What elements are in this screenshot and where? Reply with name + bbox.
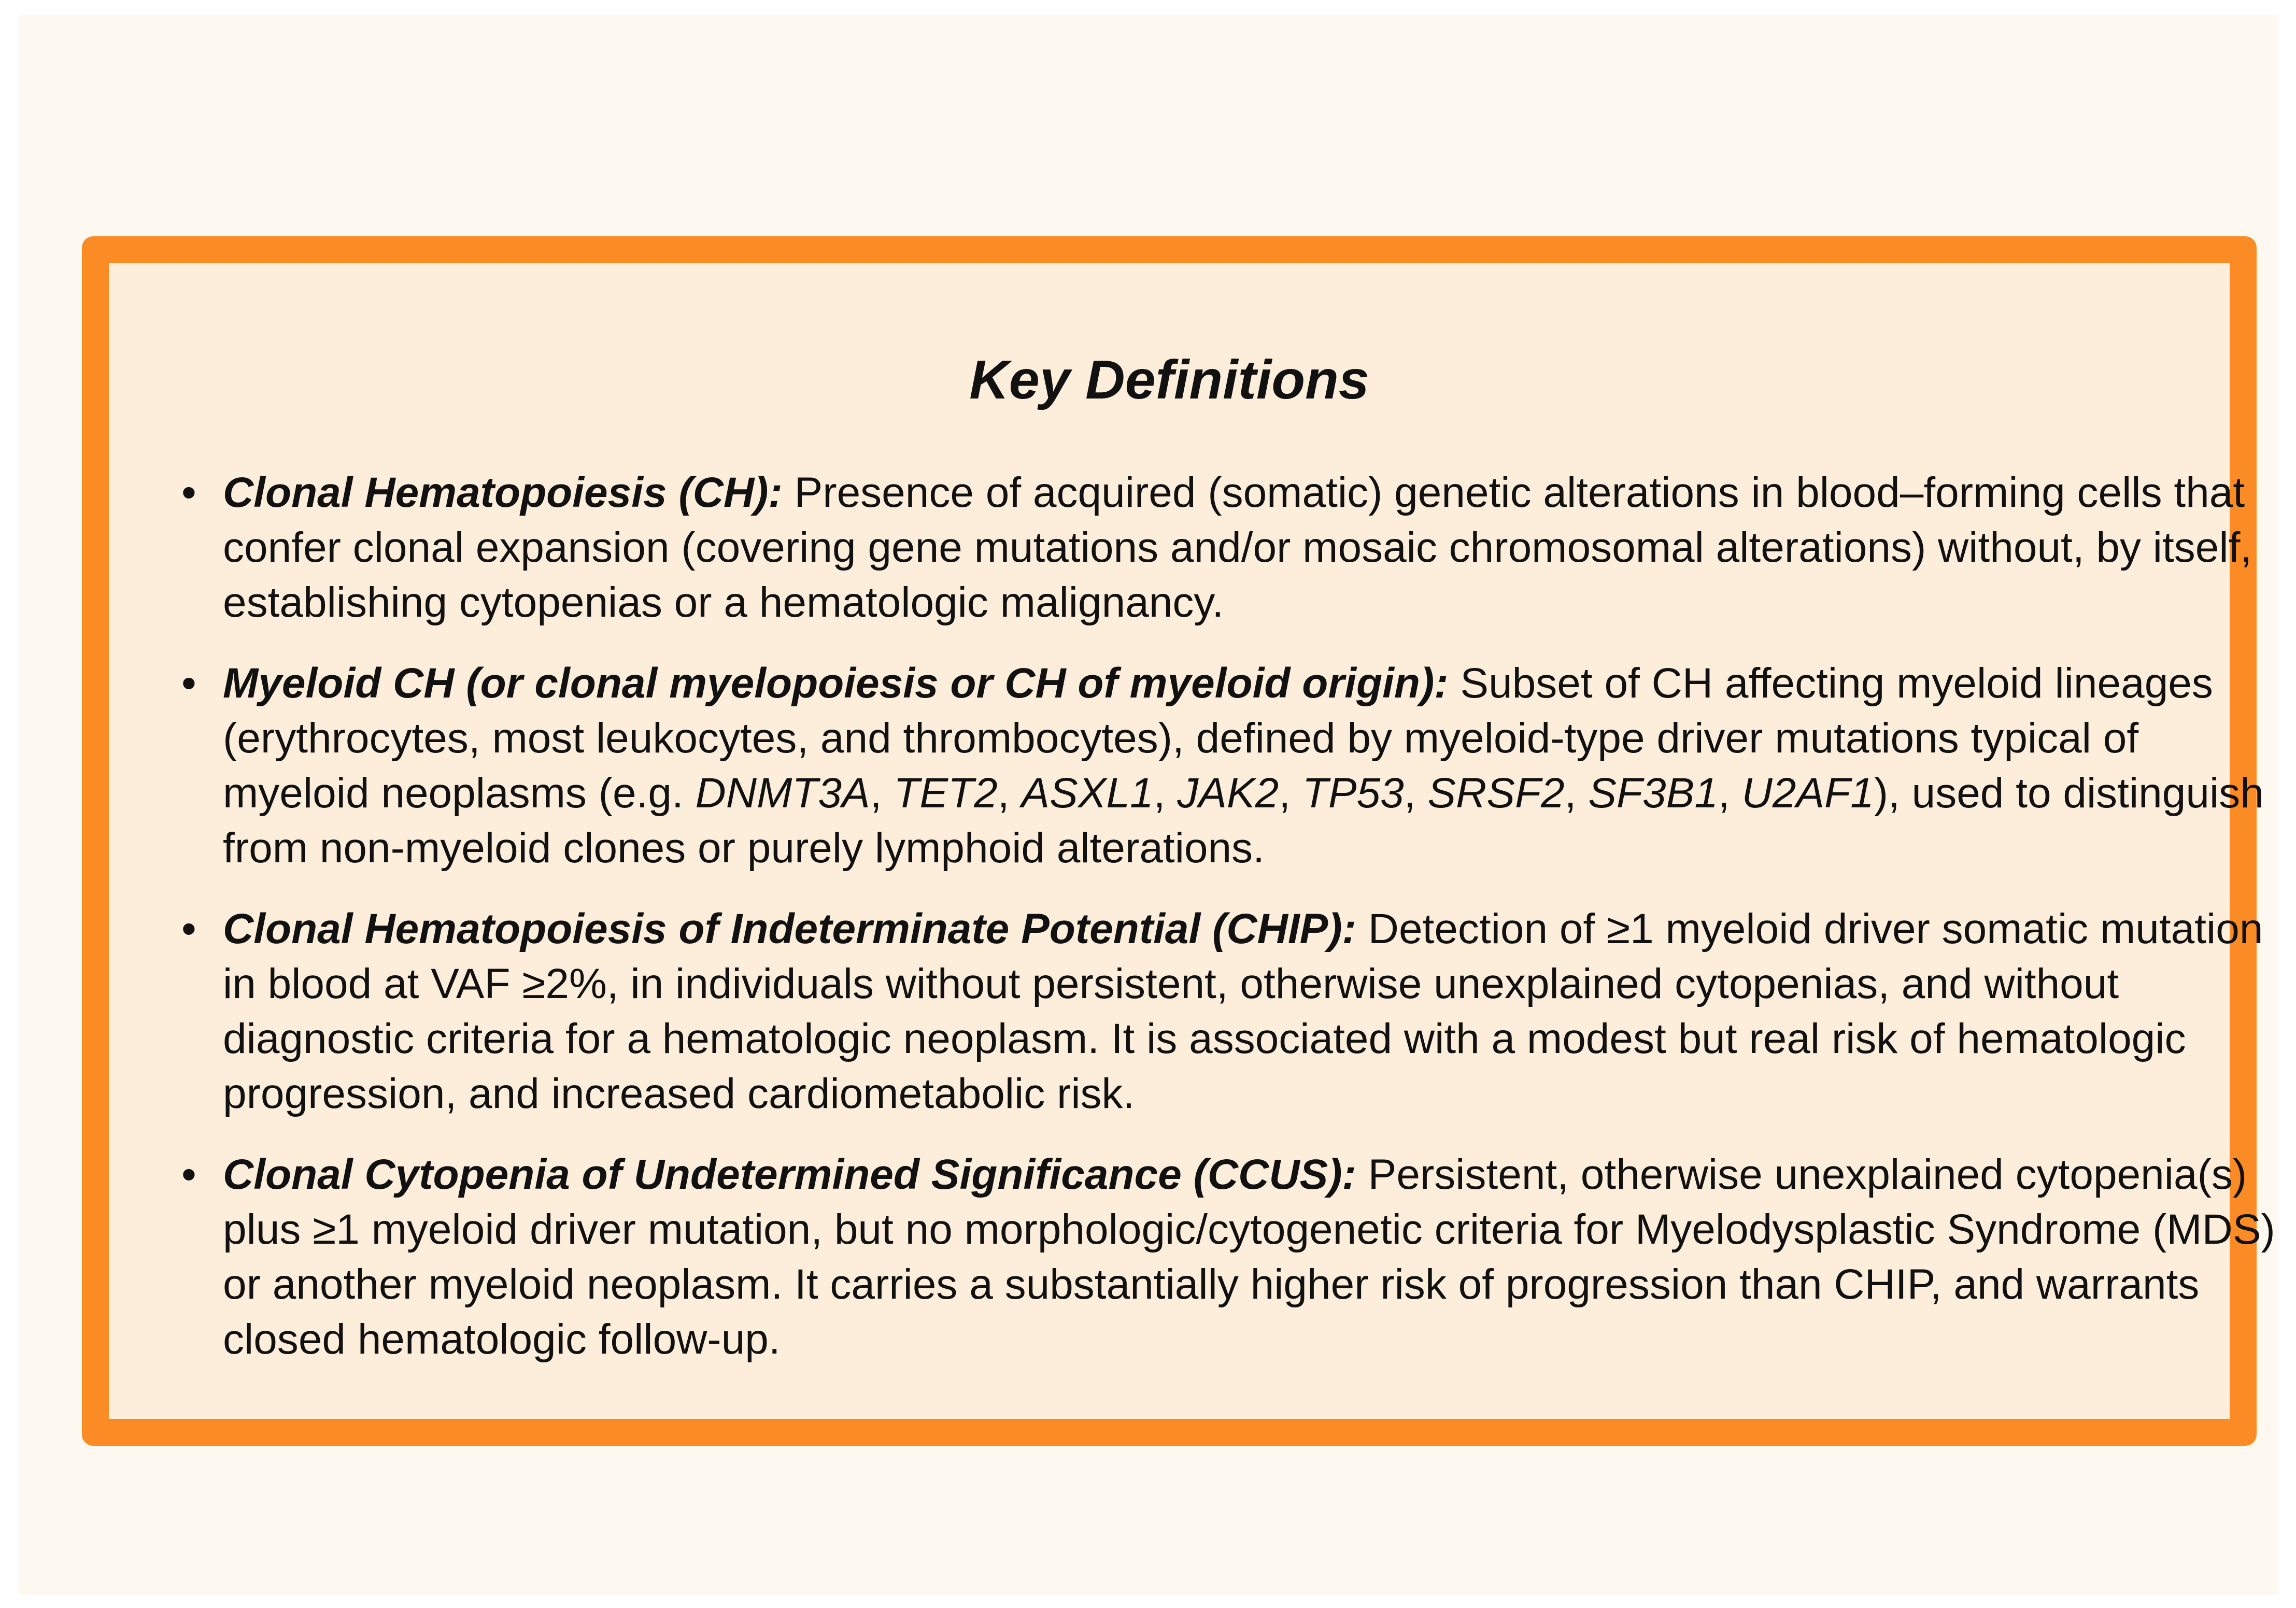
gene-separator: , [1279,770,1302,817]
bullet-icon: • [181,660,196,707]
gene-name: DNMT3A [695,770,870,817]
gene-name: TP53 [1302,770,1404,817]
bullet-icon: • [181,1151,196,1198]
definition-item-ccus [181,1147,2286,1367]
definition-text: Subset of CH affecting myeloid lineages (erythrocytes, most leukocytes, and thrombocytes), defined by myeloid-type driver mutations typical of myeloid neoplasms (e.g. [223,660,2213,817]
definition-text: Detection of ≥1 myeloid driver somatic mutation in blood at VAF ≥2%, in individuals without persistent, otherwise unexplained cytopenias, and without diagnostic criteria for a hematologic neoplasm. It is associated with a modest but real risk of hematologic progression, and increased cardiometabolic risk. [223,905,2263,1117]
bullet-icon: • [181,469,196,516]
definition-text: Persistent, otherwise unexplained cytopenia(s) plus ≥1 myeloid driver mutation, but no morphologic/cytogenetic criteria for Myelodysplastic Syndrome (MDS) or another myeloid neoplasm. It carries a substantially higher risk of progression than CHIP, and warrants closed hematologic follow-up. [223,1151,2275,1363]
definition-term: Myeloid CH (or clonal myelopoiesis or CH of myeloid origin): [223,660,1449,707]
gene-name: ASXL1 [1021,770,1154,817]
definition-term: Clonal Cytopenia of Undetermined Significance (CCUS): [223,1151,1356,1198]
definition-term: Clonal Hematopoiesis of Indeterminate Potential (CHIP): [223,905,1356,952]
definitions-list [109,465,2286,1393]
gene-separator: , [997,770,1022,817]
gene-separator: , [1153,770,1178,817]
definition-term: Clonal Hematopoiesis (CH): [223,469,783,516]
gene-name: TET2 [894,770,998,817]
definition-item-myeloid-ch [181,656,2286,876]
gene-separator: , [1564,770,1589,817]
gene-name: SF3B1 [1588,770,1718,817]
page [19,15,2278,1595]
definition-text: Presence of acquired (somatic) genetic alterations in blood–forming cells that confer clonal expansion (covering gene mutations and/or mosaic chromosomal alterations) without, by itself, establishing cytopenias or a hematologic malignancy. [223,469,2252,626]
gene-separator: , [1718,770,1742,817]
gene-name: U2AF1 [1741,770,1874,817]
definitions-box [82,236,2275,1446]
gene-separator: , [1404,770,1428,817]
bullet-icon: • [181,905,196,952]
gene-name: SRSF2 [1427,770,1565,817]
definition-text: ), used to distinguish from non-myeloid clones or purely lymphoid alterations. [223,770,2264,872]
box-title: Key Definitions [969,349,1369,410]
definition-item-ch [181,465,2286,630]
gene-separator: , [870,770,894,817]
definition-item-chip [181,902,2286,1121]
gene-name: JAK2 [1177,770,1279,817]
